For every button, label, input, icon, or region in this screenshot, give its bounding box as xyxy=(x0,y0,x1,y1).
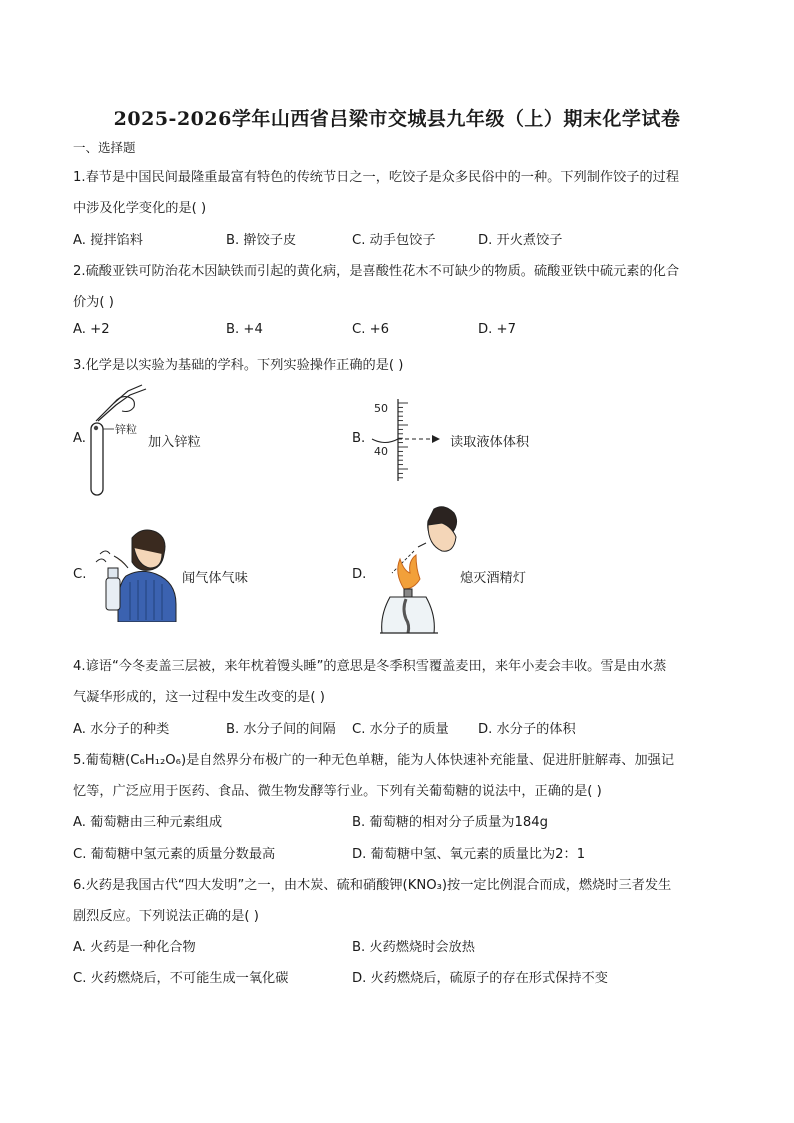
exam-title: 2025-2026学年山西省吕梁市交城县九年级（上）期末化学试卷 xyxy=(113,108,681,130)
q5-option-b[interactable]: B. 葡萄糖的相对分子质量为184g xyxy=(352,815,549,830)
q2-stem-line1: 2.硫酸亚铁可防治花木因缺铁而引起的黄化病，是喜酸性花木不可缺少的物质。硫酸亚铁中硫元素的化合 xyxy=(73,264,680,279)
q4-option-b[interactable]: B. 水分子间的间隔 xyxy=(226,722,336,737)
q3-figure-d-label: 熄灭酒精灯 xyxy=(460,571,526,586)
q1-stem-line2: 中涉及化学变化的是( ) xyxy=(73,201,207,216)
q4-option-c[interactable]: C. 水分子的质量 xyxy=(352,722,449,737)
q5-stem-line2: 忆等，广泛应用于医药、食品、微生物发酵等行业。下列有关葡萄糖的说法中，正确的是( ) xyxy=(73,784,602,799)
q2-option-d[interactable]: D. +7 xyxy=(478,322,516,337)
graduated-cylinder-figure xyxy=(368,395,450,481)
q6-option-b[interactable]: B. 火药燃烧时会放热 xyxy=(352,940,475,955)
gas-bottle xyxy=(106,578,120,610)
q4-stem-line1: 4.谚语“今冬麦盖三层被，来年枕着馒头睡”的意思是冬季积雪覆盖麦田，来年小麦会丰收。雪是由水蒸 xyxy=(73,659,667,674)
section-heading: 一、选择题 xyxy=(73,140,136,155)
wick-holder xyxy=(404,589,412,597)
zinc-label: 锌粒 xyxy=(115,423,137,436)
q3-figure-b-label: 读取液体体积 xyxy=(450,435,530,450)
q5-option-d[interactable]: D. 葡萄糖中氢、氧元素的质量比为2：1 xyxy=(352,847,586,862)
q3-figure-a-label: 加入锌粒 xyxy=(148,435,201,450)
scale-40: 40 xyxy=(374,445,388,458)
q6-option-a[interactable]: A. 火药是一种化合物 xyxy=(73,940,196,955)
waft-lines xyxy=(96,551,110,562)
q5-stem-line1: 5.葡萄糖(C₆H₁₂O₆)是自然界分布极广的一种无色单糖，能为人体快速补充能量、促进肝脏解毒、加强记 xyxy=(73,753,675,768)
test-tube xyxy=(91,423,103,495)
q3-figure-c-label: 闻气体气味 xyxy=(182,571,248,586)
q4-option-a[interactable]: A. 水分子的种类 xyxy=(73,722,170,737)
q1-option-d[interactable]: D. 开火煮饺子 xyxy=(478,233,563,248)
alcohol-lamp-figure xyxy=(368,503,464,641)
q3-option-b[interactable]: B. xyxy=(352,431,366,446)
q2-option-a[interactable]: A. +2 xyxy=(73,322,110,337)
q1-option-c[interactable]: C. 动手包饺子 xyxy=(352,233,436,248)
waving-hand xyxy=(114,556,128,568)
q1-option-b[interactable]: B. 擀饺子皮 xyxy=(226,233,297,248)
q1-stem-line1: 1.春节是中国民间最隆重最富有特色的传统节日之一，吃饺子是众多民俗中的一种。下列制作饺子的过程 xyxy=(73,170,680,185)
q6-option-d[interactable]: D. 火药燃烧后，硫原子的存在形式保持不变 xyxy=(352,971,608,986)
q2-option-b[interactable]: B. +4 xyxy=(226,322,263,337)
flame xyxy=(398,555,420,589)
q3-option-d[interactable]: D. xyxy=(352,567,367,582)
q3-stem: 3.化学是以实验为基础的学科。下列实验操作正确的是( ) xyxy=(73,358,404,373)
scale-50: 50 xyxy=(374,402,388,415)
q3-option-a[interactable]: A. xyxy=(73,431,86,446)
boy-shirt xyxy=(118,571,176,622)
q5-option-a[interactable]: A. 葡萄糖由三种元素组成 xyxy=(73,815,223,830)
q2-stem-line2: 价为( ) xyxy=(73,295,114,310)
q6-stem-line2: 剧烈反应。下列说法正确的是( ) xyxy=(73,909,259,924)
q6-stem-line1: 6.火药是我国古代“四大发明”之一，由木炭、硫和硝酸钾(KNO₃)按一定比例混合而成，燃烧时三者发生 xyxy=(73,878,672,893)
q4-option-d[interactable]: D. 水分子的体积 xyxy=(478,722,576,737)
q4-stem-line2: 气凝华形成的，这一过程中发生改变的是( ) xyxy=(73,690,325,705)
eye-icon xyxy=(432,435,440,443)
q6-option-c[interactable]: C. 火药燃烧后，不可能生成一氧化碳 xyxy=(73,971,289,986)
q5-option-c[interactable]: C. 葡萄糖中氢元素的质量分数最高 xyxy=(73,847,276,862)
q3-option-c[interactable]: C. xyxy=(73,567,87,582)
q1-option-a[interactable]: A. 搅拌馅料 xyxy=(73,233,143,248)
zinc-test-tube-figure xyxy=(84,383,154,499)
meniscus xyxy=(372,439,398,443)
q2-option-c[interactable]: C. +6 xyxy=(352,322,390,337)
zinc-granule xyxy=(94,426,98,430)
smelling-gas-figure xyxy=(92,524,184,622)
